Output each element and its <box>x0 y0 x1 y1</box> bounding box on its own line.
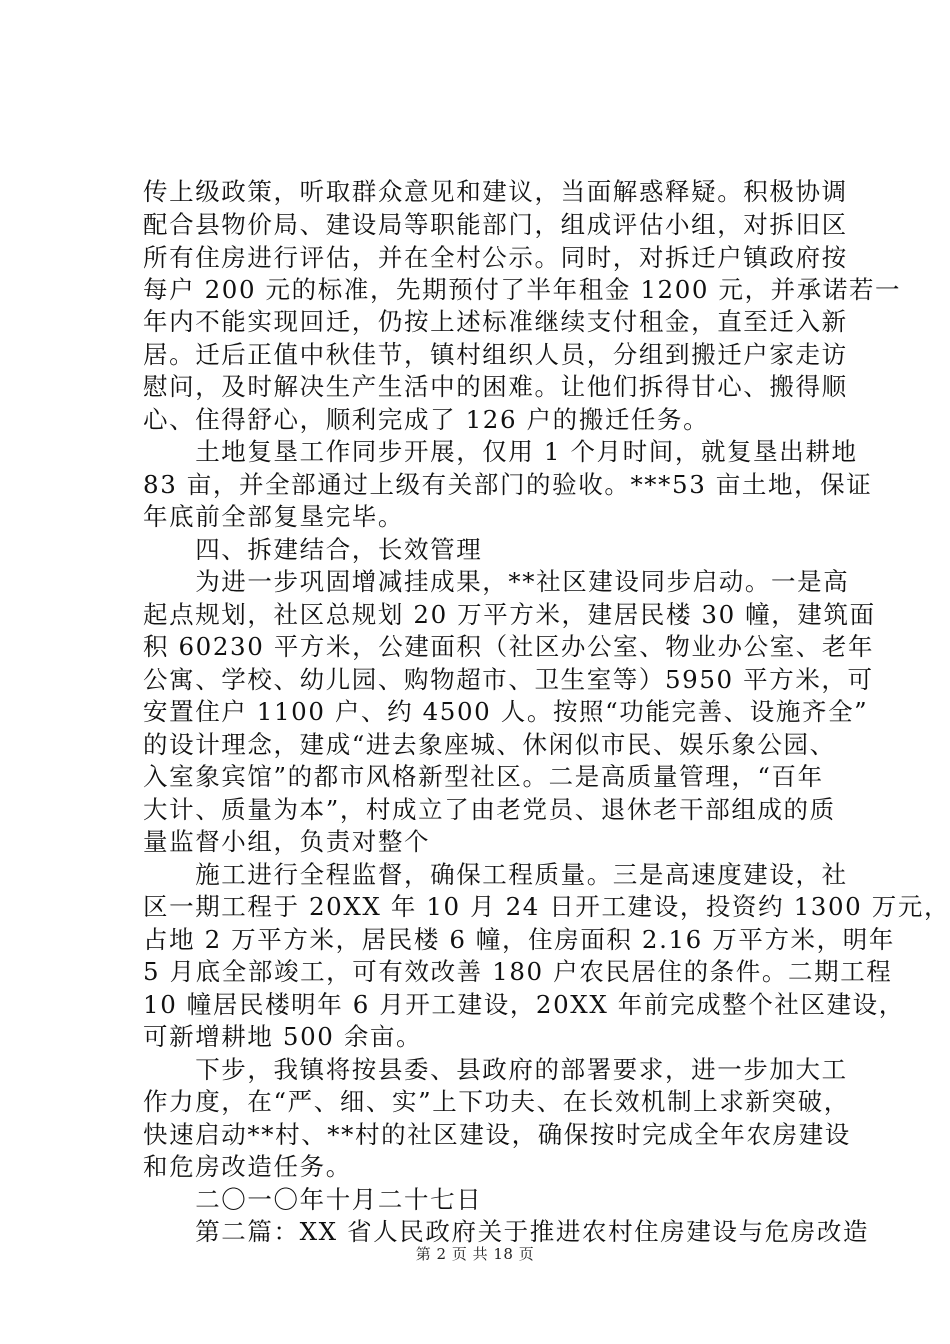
text-line: 5 月底全部竣工，可有效改善 180 户农民居住的条件。二期工程 <box>143 957 893 986</box>
text-line: 积 60230 平方米，公建面积（社区办公室、物业办公室、老年 <box>143 632 875 661</box>
text-line: 施工进行全程监督，确保工程质量。三是高速度建设，社 <box>143 860 848 889</box>
text-line: 每户 200 元的标准，先期预付了半年租金 1200 元，并承诺若一 <box>143 275 902 304</box>
text-line: 年内不能实现回迁，仍按上述标准继续支付租金，直至迁入新 <box>143 307 848 336</box>
text-line: 和危房改造任务。 <box>143 1152 352 1181</box>
text-line: 所有住房进行评估，并在全村公示。同时，对拆迁户镇政府按 <box>143 243 848 272</box>
text-line: 作力度，在“严、细、实”上下功夫、在长效机制上求新突破， <box>143 1087 850 1116</box>
text-line: 占地 2 万平方米，居民楼 6 幢，住房面积 2.16 万平方米，明年 <box>143 925 895 954</box>
date-line: 二〇一〇年十月二十七日 <box>143 1185 483 1214</box>
text-line: 土地复垦工作同步开展，仅用 1 个月时间，就复垦出耕地 <box>143 437 858 466</box>
text-line: 入室象宾馆”的都市风格新型社区。二是高质量管理，“百年 <box>143 762 824 791</box>
text-line: 起点规划，社区总规划 20 万平方米，建居民楼 30 幢，建筑面 <box>143 600 876 629</box>
text-line: 10 幢居民楼明年 6 月开工建设，20XX 年前完成整个社区建设， <box>143 990 905 1019</box>
text-line: 可新增耕地 500 余亩。 <box>143 1022 423 1051</box>
next-chapter-title: 第二篇：XX 省人民政府关于推进农村住房建设与危房改造 <box>143 1217 870 1246</box>
text-line: 安置住户 1100 户、约 4500 人。按照“功能完善、设施齐全” <box>143 697 869 726</box>
text-line: 下步，我镇将按县委、县政府的部署要求，进一步加大工 <box>143 1055 848 1084</box>
text-line: 83 亩，并全部通过上级有关部门的验收。***53 亩土地，保证 <box>143 470 873 499</box>
text-line: 年底前全部复垦完毕。 <box>143 502 404 531</box>
text-line: 量监督小组，负责对整个 <box>143 827 431 856</box>
text-line: 心、住得舒心，顺利完成了 126 户的搬迁任务。 <box>143 405 710 434</box>
page-number-footer: 第 2 页 共 18 页 <box>415 1245 535 1263</box>
text-line: 配合县物价局、建设局等职能部门，组成评估小组，对拆旧区 <box>143 210 848 239</box>
text-line: 区一期工程于 20XX 年 10 月 24 日开工建设，投资约 1300 万元， <box>143 892 950 921</box>
section-heading: 四、拆建结合，长效管理 <box>143 535 483 564</box>
text-line: 为进一步巩固增减挂成果，**社区建设同步启动。一是高 <box>143 567 850 596</box>
text-line: 大计、质量为本”，村成立了由老党员、退休老干部组成的质 <box>143 795 836 824</box>
text-line: 快速启动**村、**村的社区建设，确保按时完成全年农房建设 <box>143 1120 851 1149</box>
text-line: 居。迁后正值中秋佳节，镇村组织人员，分组到搬迁户家走访 <box>143 340 848 369</box>
text-line: 慰问，及时解决生产生活中的困难。让他们拆得甘心、搬得顺 <box>143 372 848 401</box>
text-line: 公寓、学校、幼儿园、购物超市、卫生室等）5950 平方米，可 <box>143 665 874 694</box>
text-line: 传上级政策，听取群众意见和建议，当面解惑释疑。积极协调 <box>143 177 848 206</box>
text-line: 的设计理念，建成“进去象座城、休闲似市民、娱乐象公园、 <box>143 730 836 759</box>
